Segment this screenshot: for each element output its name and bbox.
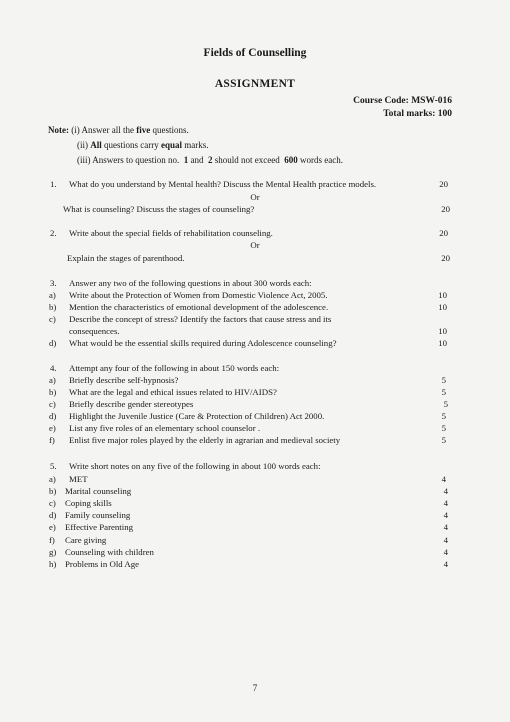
- q5-item-label: d): [49, 510, 57, 520]
- q4-item-marks: 5: [441, 387, 446, 397]
- q5-text: Write short notes on any five of the following in about 100 words each:: [69, 461, 321, 471]
- q3-item-marks: 10: [438, 302, 447, 312]
- q1-number: 1.: [50, 179, 57, 189]
- q4-item-label: a): [49, 375, 56, 385]
- note-text: (iii) Answers to question no.: [77, 155, 180, 165]
- q4-item-marks: 5: [441, 435, 446, 445]
- q5-item-label: e): [49, 522, 56, 532]
- q5-item-marks: 4: [443, 535, 448, 545]
- note-text: words each.: [299, 155, 343, 165]
- q4-item-text: What are the legal and ethical issues related to HIV/AIDS?: [69, 387, 277, 397]
- q5-item-label: h): [49, 559, 57, 569]
- note-text: questions.: [152, 125, 189, 135]
- q3-item-text: Mention the characteristics of emotional development of the adolescence.: [69, 302, 329, 312]
- q4-item-label: c): [49, 399, 56, 409]
- q5-item-marks: 4: [443, 498, 448, 508]
- q2-or: Or: [250, 240, 260, 250]
- note-text: and: [190, 155, 204, 165]
- q3-text: Answer any two of the following questions in about 300 words each:: [69, 278, 312, 288]
- q5-number: 5.: [50, 461, 57, 471]
- note-text: (ii): [77, 140, 88, 150]
- q4-item-text: Enlist five major roles played by the elderly in agrarian and medieval society: [69, 435, 341, 445]
- q5-item-label: a): [49, 474, 56, 484]
- note-line-3: [77, 155, 343, 165]
- note-text: questions carry: [104, 140, 159, 150]
- q5-item-text: Marital counseling: [65, 486, 132, 496]
- q5-item-text: MET: [69, 474, 88, 484]
- q1-text: What do you understand by Mental health? Discuss the Mental Health practice models.: [69, 179, 377, 189]
- q4-item-text: Briefly describe self-hypnosis?: [69, 375, 179, 385]
- q5-item-marks: 4: [443, 559, 448, 569]
- q1-or: Or: [250, 192, 260, 202]
- note-line-2: [77, 140, 209, 150]
- q4-text: Attempt any four of the following in about 150 words each:: [69, 363, 280, 373]
- q4-item-label: e): [49, 423, 56, 433]
- q5-item-marks: 4: [443, 522, 448, 532]
- q4-number: 4.: [50, 363, 57, 373]
- q2-marks: 20: [439, 228, 448, 238]
- q1-alt-text: What is counseling? Discuss the stages of counseling?: [63, 204, 255, 214]
- q2-text: Write about the special fields of rehabilitation counseling.: [69, 228, 273, 238]
- q3-item-text-cont: consequences.: [69, 326, 120, 336]
- q5-item-marks: 4: [441, 474, 446, 484]
- q2-alt-text: Explain the stages of parenthood.: [67, 253, 185, 263]
- q4-item-marks: 5: [441, 375, 446, 385]
- q5-item-text: Effective Parenting: [65, 522, 133, 532]
- q2-alt-marks: 20: [441, 253, 450, 263]
- q3-number: 3.: [50, 278, 57, 288]
- q5-item-label: b): [49, 486, 57, 496]
- q4-item-label: f): [49, 435, 55, 445]
- q5-item-text: Counseling with children: [65, 547, 154, 557]
- q4-item-marks: 5: [441, 411, 446, 421]
- note-emphasis: All: [90, 140, 102, 150]
- page-number: 7: [252, 683, 258, 693]
- q4-item-text: Briefly describe gender stereotypes: [69, 399, 194, 409]
- q1-marks: 20: [439, 179, 448, 189]
- total-marks: Total marks: 100: [383, 109, 452, 119]
- q1-alt-marks: 20: [441, 204, 450, 214]
- note-emphasis: 2: [208, 155, 213, 165]
- q3-item-label: b): [49, 302, 57, 312]
- q5-item-text: Care giving: [65, 535, 107, 545]
- q3-item-label: d): [49, 338, 57, 348]
- q3-item-marks: 10: [438, 326, 447, 336]
- q4-item-marks: 5: [441, 423, 446, 433]
- q5-item-text: Problems in Old Age: [65, 559, 140, 569]
- q4-item-label: b): [49, 387, 57, 397]
- q5-item-marks: 4: [443, 510, 448, 520]
- q3-item-marks: 10: [438, 290, 447, 300]
- q4-item-label: d): [49, 411, 57, 421]
- q5-item-marks: 4: [443, 486, 448, 496]
- q5-item-label: g): [49, 547, 57, 557]
- course-code: Course Code: MSW-016: [353, 96, 452, 106]
- note-label: Note:: [48, 125, 69, 135]
- note-emphasis: 600: [284, 155, 298, 165]
- q3-item-text: Describe the concept of stress? Identify the factors that cause stress and its: [69, 314, 332, 324]
- q5-item-marks: 4: [443, 547, 448, 557]
- note-emphasis: 1: [183, 155, 189, 165]
- q3-item-marks: 10: [438, 338, 447, 348]
- q3-item-text: Write about the Protection of Women from Domestic Violence Act, 2005.: [69, 290, 328, 300]
- note-line-1: [48, 125, 189, 135]
- note-text: marks.: [184, 140, 209, 150]
- q3-item-label: a): [49, 290, 56, 300]
- q4-item-text: List any five roles of an elementary school counselor .: [69, 423, 261, 433]
- q3-item-label: c): [49, 314, 56, 324]
- q5-item-label: f): [49, 535, 55, 545]
- q4-item-text: Highlight the Juvenile Justice (Care & Protection of Children) Act 2000.: [69, 411, 325, 421]
- q5-item-text: Coping skills: [65, 498, 112, 508]
- q4-item-marks: 5: [443, 399, 448, 409]
- note-text: (i) Answer all the: [71, 125, 134, 135]
- note-emphasis: equal: [161, 140, 183, 150]
- q2-number: 2.: [50, 228, 57, 238]
- note-text: should not exceed: [214, 155, 280, 165]
- q5-item-label: c): [49, 498, 56, 508]
- page-title: Fields of Counselling: [203, 47, 307, 59]
- note-emphasis: five: [136, 125, 151, 135]
- q3-item-text: What would be the essential skills required during Adolescence counseling?: [69, 338, 337, 348]
- assignment-heading: ASSIGNMENT: [214, 78, 296, 90]
- q5-item-text: Family counseling: [65, 510, 131, 520]
